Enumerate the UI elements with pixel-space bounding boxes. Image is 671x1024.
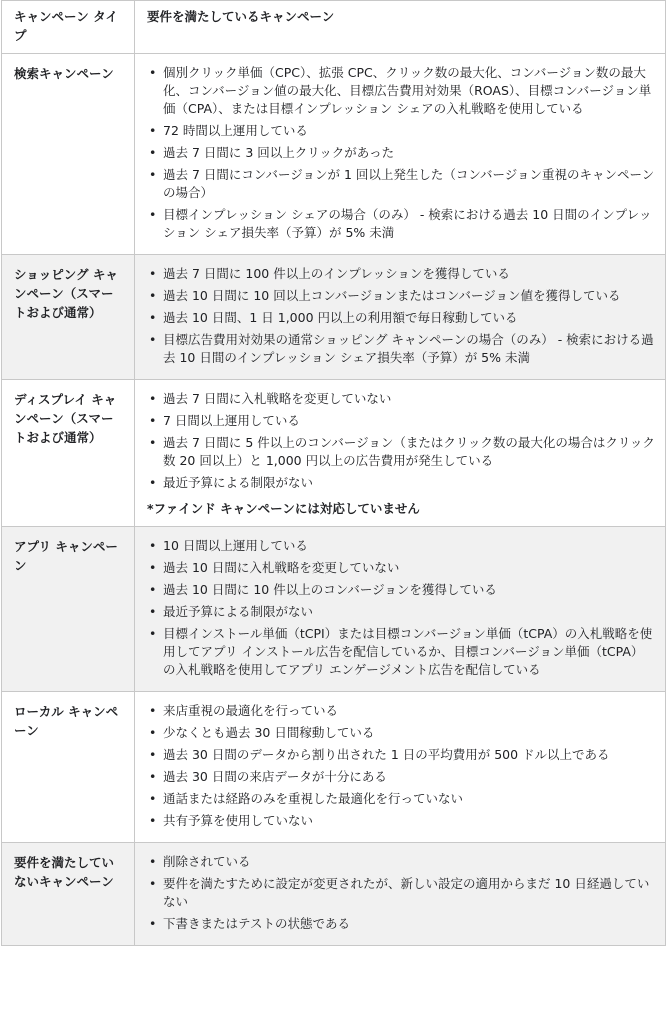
requirement-text: 過去 7 日間にコンバージョンが 1 回以上発生した（コンバージョン重視のキャンペーンの場合） <box>163 167 655 200</box>
requirement-text: 要件を満たすために設定が変更されたが、新しい設定の適用からまだ 10 日経過していない <box>163 876 650 909</box>
list-item <box>147 474 655 492</box>
list-item <box>147 412 655 430</box>
bullet-icon: • <box>149 560 157 575</box>
bullet-icon: • <box>149 288 157 303</box>
bullet-icon: • <box>149 703 157 718</box>
requirement-text: 過去 10 日間に入札戦略を変更していない <box>163 560 400 575</box>
requirements-cell <box>135 843 666 946</box>
requirement-text: 過去 30 日間のデータから割り出された 1 日の平均費用が 500 ドル以上である <box>163 747 610 762</box>
requirement-text: 過去 10 日間に 10 回以上コンバージョンまたはコンバージョン値を獲得している <box>163 288 621 303</box>
list-item <box>147 603 655 621</box>
bullet-icon: • <box>149 207 157 222</box>
requirement-text: 過去 7 日間に入札戦略を変更していない <box>163 391 392 406</box>
requirement-text: 7 日間以上運用している <box>163 413 300 428</box>
header-row <box>2 1 666 54</box>
requirement-text: 過去 7 日間に 3 回以上クリックがあった <box>163 145 395 160</box>
bullet-icon: • <box>149 538 157 553</box>
bullet-icon: • <box>149 123 157 138</box>
table-row <box>2 692 666 843</box>
table-row <box>2 843 666 946</box>
list-item <box>147 581 655 599</box>
requirements-cell <box>135 527 666 692</box>
requirement-text: 72 時間以上運用している <box>163 123 308 138</box>
campaign-type-cell: ショッピング キャンペーン（スマートおよび通常） <box>2 255 135 380</box>
bullet-icon: • <box>149 310 157 325</box>
bullet-icon: • <box>149 769 157 784</box>
list-item <box>147 702 655 720</box>
campaign-requirements-table <box>1 0 666 946</box>
requirements-cell <box>135 692 666 843</box>
list-item <box>147 265 655 283</box>
campaign-type-cell: アプリ キャンペーン <box>2 527 135 692</box>
list-item <box>147 746 655 764</box>
requirement-text: 目標インプレッション シェアの場合（のみ） - 検索における過去 10 日間のインプレッション シェア損失率（予算）が 5% 未満 <box>163 207 652 240</box>
table-row <box>2 54 666 255</box>
requirements-cell <box>135 54 666 255</box>
requirement-text: 個別クリック単価（CPC）、拡張 CPC、クリック数の最大化、コンバージョン数の最大化、コンバージョン値の最大化、目標広告費用対効果（ROAS）、目標コンバージョン単価（CPA）、または目標インプレッション シェアの入札戦略を使用している <box>163 65 652 116</box>
list-item <box>147 790 655 808</box>
list-item <box>147 206 655 242</box>
list-item <box>147 122 655 140</box>
bullet-icon: • <box>149 725 157 740</box>
list-item <box>147 724 655 742</box>
list-item <box>147 812 655 830</box>
list-item <box>147 166 655 202</box>
requirement-text: 目標インストール単価（tCPI）または目標コンバージョン単価（tCPA）の入札戦略を使用してアプリ インストール広告を配信しているか、目標コンバージョン単価（tCPA）の入札戦略を使用してアプリ エンゲージメント広告を配信している <box>163 626 653 677</box>
requirements-cell <box>135 380 666 527</box>
requirement-text: 過去 30 日間の来店データが十分にある <box>163 769 387 784</box>
requirement-text: 削除されている <box>163 854 251 869</box>
bullet-icon: • <box>149 145 157 160</box>
list-item <box>147 768 655 786</box>
requirement-text: 通話または経路のみを重視した最適化を行っていない <box>163 791 464 806</box>
requirement-text: 下書きまたはテストの状態である <box>163 916 351 931</box>
requirement-text: 共有予算を使用していない <box>163 813 314 828</box>
bullet-icon: • <box>149 916 157 931</box>
table-row <box>2 255 666 380</box>
requirement-text: 最近予算による制限がない <box>163 604 314 619</box>
list-item <box>147 915 655 933</box>
campaign-type-cell: 検索キャンペーン <box>2 54 135 255</box>
bullet-icon: • <box>149 475 157 490</box>
requirement-text: 少なくとも過去 30 日間稼動している <box>163 725 375 740</box>
list-item <box>147 287 655 305</box>
bullet-icon: • <box>149 332 157 347</box>
requirements-list <box>147 265 655 367</box>
requirement-text: 過去 7 日間に 5 件以上のコンバージョン（またはクリック数の最大化の場合はクリック数 20 回以上）と 1,000 円以上の広告費用が発生している <box>163 435 655 468</box>
bullet-icon: • <box>149 266 157 281</box>
footnote: *ファインド キャンペーンには対応していません <box>147 501 420 516</box>
list-item <box>147 390 655 408</box>
bullet-icon: • <box>149 626 157 641</box>
requirement-text: 過去 10 日間に 10 件以上のコンバージョンを獲得している <box>163 582 497 597</box>
campaign-type-cell: ディスプレイ キャンペーン（スマートおよび通常） <box>2 380 135 527</box>
requirement-text: 10 日間以上運用している <box>163 538 308 553</box>
requirements-cell <box>135 255 666 380</box>
bullet-icon: • <box>149 65 157 80</box>
list-item <box>147 331 655 367</box>
bullet-icon: • <box>149 813 157 828</box>
bullet-icon: • <box>149 854 157 869</box>
requirements-list <box>147 64 655 242</box>
requirement-text: 最近予算による制限がない <box>163 475 314 490</box>
header-campaign-type: キャンペーン タイプ <box>2 1 135 54</box>
bullet-icon: • <box>149 582 157 597</box>
list-item <box>147 537 655 555</box>
requirement-text: 過去 7 日間に 100 件以上のインプレッションを獲得している <box>163 266 510 281</box>
requirement-text: 来店重視の最適化を行っている <box>163 703 339 718</box>
list-item <box>147 309 655 327</box>
requirement-text: 目標広告費用対効果の通常ショッピング キャンペーンの場合（のみ） - 検索における過去 10 日間のインプレッション シェア損失率（予算）が 5% 未満 <box>163 332 654 365</box>
bullet-icon: • <box>149 747 157 762</box>
requirements-list <box>147 537 655 679</box>
list-item <box>147 625 655 679</box>
bullet-icon: • <box>149 413 157 428</box>
requirements-list <box>147 390 655 492</box>
bullet-icon: • <box>149 876 157 891</box>
list-item <box>147 875 655 911</box>
bullet-icon: • <box>149 391 157 406</box>
list-item <box>147 144 655 162</box>
bullet-icon: • <box>149 604 157 619</box>
requirements-list <box>147 853 655 933</box>
list-item <box>147 64 655 118</box>
list-item <box>147 434 655 470</box>
list-item <box>147 559 655 577</box>
bullet-icon: • <box>149 167 157 182</box>
campaign-type-cell: 要件を満たしていないキャンペーン <box>2 843 135 946</box>
bullet-icon: • <box>149 435 157 450</box>
requirement-text: 過去 10 日間、1 日 1,000 円以上の利用額で毎日稼動している <box>163 310 518 325</box>
header-eligible-campaigns: 要件を満たしているキャンペーン <box>135 1 666 54</box>
bullet-icon: • <box>149 791 157 806</box>
table-row <box>2 380 666 527</box>
list-item <box>147 853 655 871</box>
table-row <box>2 527 666 692</box>
requirements-list <box>147 702 655 830</box>
campaign-type-cell: ローカル キャンペーン <box>2 692 135 843</box>
